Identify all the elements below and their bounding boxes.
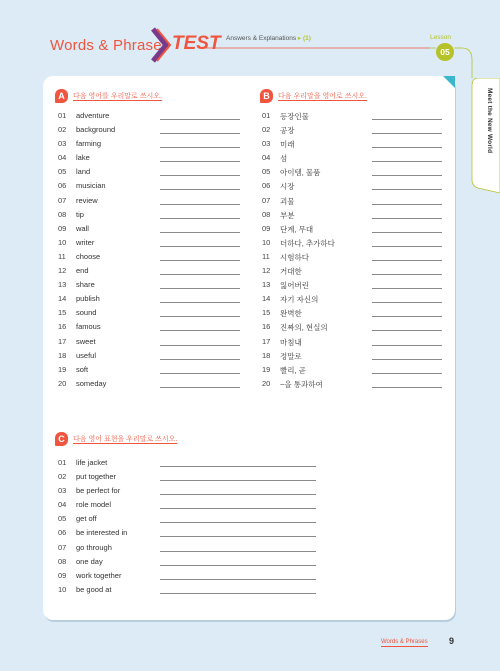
list-item	[58, 123, 243, 137]
list-item	[262, 236, 442, 250]
answers-label: Answers & Explanations	[226, 35, 297, 42]
list-item	[58, 335, 243, 349]
item-number: 13	[58, 280, 67, 290]
item-text: lake	[76, 153, 90, 163]
answer-line[interactable]	[160, 359, 240, 360]
list-item	[262, 292, 442, 306]
answer-line[interactable]	[372, 133, 442, 134]
item-number: 05	[262, 167, 271, 177]
list-item	[58, 569, 320, 583]
item-text: be good at	[76, 584, 112, 594]
answer-line[interactable]	[160, 119, 240, 120]
answer-line[interactable]	[160, 260, 240, 261]
list-item	[58, 236, 243, 250]
list-item	[262, 137, 442, 151]
item-number: 02	[58, 125, 67, 135]
answer-line[interactable]	[372, 119, 442, 120]
list-item	[262, 165, 442, 179]
answer-line[interactable]	[160, 189, 240, 190]
answer-line[interactable]	[160, 147, 240, 148]
answer-line[interactable]	[372, 189, 442, 190]
item-text: 자기 자신의	[280, 295, 319, 305]
item-text: tip	[76, 209, 84, 219]
item-number: 04	[58, 153, 67, 163]
item-number: 20	[58, 378, 67, 388]
section-c-badge: C	[55, 432, 68, 446]
list-item	[262, 151, 442, 165]
item-number: 06	[58, 528, 67, 538]
item-number: 10	[58, 584, 67, 594]
list-item	[262, 335, 442, 349]
item-text: musician	[76, 181, 106, 191]
item-text: 거대한	[280, 267, 302, 277]
item-text: useful	[76, 350, 97, 360]
answer-line[interactable]	[160, 232, 240, 233]
list-item	[58, 526, 320, 540]
item-text: 섬	[280, 154, 288, 164]
answer-line[interactable]	[160, 316, 240, 317]
item-text: work together	[76, 570, 122, 580]
item-text: one day	[76, 556, 103, 566]
item-text: land	[76, 167, 91, 177]
item-number: 19	[58, 364, 67, 374]
item-text: background	[76, 125, 116, 135]
item-number: 03	[58, 486, 67, 496]
list-item	[58, 222, 243, 236]
list-item	[58, 109, 243, 123]
item-number: 04	[262, 153, 271, 163]
answer-line[interactable]	[160, 522, 316, 523]
answer-line[interactable]	[160, 330, 240, 331]
test-label: TEST	[172, 33, 221, 54]
item-number: 01	[58, 111, 67, 120]
answer-line[interactable]	[160, 373, 240, 374]
list-item	[58, 151, 243, 165]
item-text: get off	[76, 514, 97, 524]
answers-reference	[226, 34, 311, 42]
answer-line[interactable]	[160, 536, 316, 537]
section-b-list	[262, 109, 442, 391]
answer-line[interactable]	[372, 274, 442, 275]
item-number: 07	[262, 195, 271, 205]
list-item	[58, 541, 320, 555]
item-number: 07	[58, 195, 67, 205]
section-b-instruction: 다음 우리말을 영어로 쓰시오.	[278, 93, 367, 100]
list-item	[58, 137, 243, 151]
list-item	[58, 583, 320, 597]
list-item	[58, 250, 243, 264]
list-item	[262, 363, 442, 377]
item-number: 07	[58, 542, 67, 552]
answer-line[interactable]	[160, 387, 240, 388]
item-text: end	[76, 266, 89, 276]
lesson-label: Lesson	[430, 34, 451, 41]
item-number: 02	[58, 472, 67, 482]
section-c-list	[58, 456, 320, 597]
item-text: 정말로	[280, 351, 302, 361]
item-number: 17	[58, 336, 67, 346]
page-number: 9	[449, 636, 455, 646]
list-item	[58, 165, 243, 179]
answer-line[interactable]	[160, 508, 316, 509]
answer-line[interactable]	[160, 579, 316, 580]
item-number: 16	[262, 322, 271, 332]
answer-line[interactable]	[372, 359, 442, 360]
answer-line[interactable]	[372, 246, 442, 247]
item-text: wall	[76, 223, 89, 233]
item-number: 14	[58, 294, 67, 304]
side-tab-label: Meet the New World	[486, 88, 493, 154]
answer-line[interactable]	[372, 161, 442, 162]
section-c-header	[55, 432, 177, 446]
item-text: 시장	[280, 182, 295, 192]
answer-line[interactable]	[160, 274, 240, 275]
item-number: 12	[262, 266, 271, 276]
lesson-number-badge: 05	[436, 43, 454, 61]
answer-line[interactable]	[372, 345, 442, 346]
answer-line[interactable]	[160, 494, 316, 495]
item-text: role model	[76, 500, 112, 510]
item-text: sweet	[76, 336, 96, 346]
item-number: 16	[58, 322, 67, 332]
item-number: 08	[58, 556, 67, 566]
item-number: 09	[262, 223, 271, 233]
list-item	[262, 208, 442, 222]
item-text: 잃어버린	[280, 281, 309, 291]
item-text: review	[76, 195, 98, 205]
item-text: 시험하다	[280, 252, 309, 262]
footer-label: Words & Phrases	[381, 639, 428, 645]
answer-line[interactable]	[372, 387, 442, 388]
item-text: 빨리, 곧	[280, 365, 306, 375]
answer-line[interactable]	[372, 232, 442, 233]
item-number: 08	[262, 209, 271, 219]
answer-line[interactable]	[372, 330, 442, 331]
answer-line[interactable]	[160, 565, 316, 566]
item-number: 15	[262, 308, 271, 318]
item-number: 13	[262, 280, 271, 290]
item-number: 19	[262, 364, 271, 374]
list-item	[58, 194, 243, 208]
item-number: 11	[58, 251, 66, 261]
list-item	[58, 179, 243, 193]
item-number: 10	[262, 237, 271, 247]
section-a-list	[58, 109, 243, 391]
answer-line[interactable]	[372, 204, 442, 205]
list-item	[58, 555, 320, 569]
item-text: publish	[76, 294, 100, 304]
corner-fold	[443, 76, 455, 88]
answer-line[interactable]	[160, 218, 240, 219]
item-text: put together	[76, 472, 117, 482]
section-a-instruction: 다음 영어를 우리말로 쓰시오.	[73, 93, 162, 100]
section-c-instruction: 다음 영어 표현을 우리말로 쓰시오.	[73, 436, 178, 443]
item-number: 01	[262, 111, 271, 120]
list-item	[262, 377, 442, 391]
item-number: 06	[58, 181, 67, 191]
answer-line[interactable]	[372, 373, 442, 374]
list-item	[262, 250, 442, 264]
answer-line[interactable]	[160, 246, 240, 247]
section-b-header	[260, 89, 367, 103]
section-b-badge: B	[260, 89, 273, 103]
answer-line[interactable]	[372, 288, 442, 289]
item-number: 03	[262, 139, 271, 149]
item-number: 17	[262, 336, 271, 346]
answer-line[interactable]	[372, 147, 442, 148]
item-number: 15	[58, 308, 67, 318]
item-number: 18	[58, 350, 67, 360]
answer-line[interactable]	[160, 551, 316, 552]
list-item	[58, 377, 243, 391]
item-number: 03	[58, 139, 67, 149]
answer-line[interactable]	[160, 204, 240, 205]
item-number: 10	[58, 237, 67, 247]
list-item	[58, 208, 243, 222]
section-a-badge: A	[55, 89, 68, 103]
item-number: 08	[58, 209, 67, 219]
list-item	[58, 512, 320, 526]
item-text: go through	[76, 542, 112, 552]
list-item	[58, 363, 243, 377]
item-text: life jacket	[76, 458, 108, 467]
list-item	[262, 306, 442, 320]
answer-line[interactable]	[160, 466, 316, 467]
item-text: someday	[76, 378, 107, 388]
item-text: be interested in	[76, 528, 128, 538]
item-text: share	[76, 280, 95, 290]
answer-line[interactable]	[372, 218, 442, 219]
answer-line[interactable]	[160, 288, 240, 289]
answer-line[interactable]	[160, 302, 240, 303]
list-item	[262, 179, 442, 193]
list-item	[58, 349, 243, 363]
list-item	[262, 349, 442, 363]
list-item	[262, 278, 442, 292]
item-text: famous	[76, 322, 101, 332]
answer-line[interactable]	[160, 345, 240, 346]
answer-line[interactable]	[160, 161, 240, 162]
list-item	[262, 109, 442, 123]
item-number: 18	[262, 350, 271, 360]
item-text: 단계, 무대	[280, 224, 314, 234]
answers-page: (1)	[302, 35, 311, 42]
item-text: 괴물	[280, 196, 295, 206]
item-number: 01	[58, 458, 67, 467]
section-a-header	[55, 89, 162, 103]
list-item	[58, 306, 243, 320]
list-item	[58, 320, 243, 334]
item-text: ~을 통과하여	[280, 379, 323, 389]
item-number: 06	[262, 181, 271, 191]
list-item	[58, 456, 320, 470]
item-text: be perfect for	[76, 486, 121, 496]
item-number: 20	[262, 378, 271, 388]
answer-line[interactable]	[372, 302, 442, 303]
item-number: 05	[58, 514, 67, 524]
item-number: 09	[58, 570, 67, 580]
item-text: 아이템, 물품	[280, 168, 321, 178]
list-item	[58, 292, 243, 306]
item-text: adventure	[76, 111, 110, 120]
list-item	[262, 222, 442, 236]
item-text: 등장인물	[280, 112, 309, 121]
list-item	[262, 320, 442, 334]
list-item	[262, 194, 442, 208]
item-text: 미래	[280, 140, 295, 150]
list-item	[58, 498, 320, 512]
answer-line[interactable]	[160, 175, 240, 176]
item-number: 05	[58, 167, 67, 177]
item-text: farming	[76, 139, 102, 149]
item-text: 더하다, 추가하다	[280, 238, 335, 248]
item-text: 완벽한	[280, 309, 302, 319]
item-text: writer	[76, 237, 95, 247]
item-text: 부분	[280, 210, 295, 220]
answer-line[interactable]	[160, 593, 316, 594]
arrow-icon: ▸	[297, 35, 302, 42]
item-text: choose	[76, 251, 101, 261]
list-item	[58, 470, 320, 484]
item-number: 12	[58, 266, 67, 276]
page-title: Words & Phrases	[50, 37, 170, 54]
list-item	[262, 264, 442, 278]
answer-line[interactable]	[372, 260, 442, 261]
item-number: 09	[58, 223, 67, 233]
answer-line[interactable]	[160, 133, 240, 134]
list-item	[262, 123, 442, 137]
list-item	[58, 264, 243, 278]
list-item	[58, 484, 320, 498]
answer-line[interactable]	[372, 316, 442, 317]
answer-line[interactable]	[372, 175, 442, 176]
item-text: 마침내	[280, 337, 302, 347]
list-item	[58, 278, 243, 292]
item-text: 공장	[280, 126, 295, 136]
item-text: 진짜의, 현실의	[280, 323, 328, 333]
item-text: sound	[76, 308, 97, 318]
item-text: soft	[76, 364, 89, 374]
item-number: 02	[262, 125, 271, 135]
item-number: 11	[262, 251, 270, 261]
answer-line[interactable]	[160, 480, 316, 481]
item-number: 04	[58, 500, 67, 510]
item-number: 14	[262, 294, 271, 304]
